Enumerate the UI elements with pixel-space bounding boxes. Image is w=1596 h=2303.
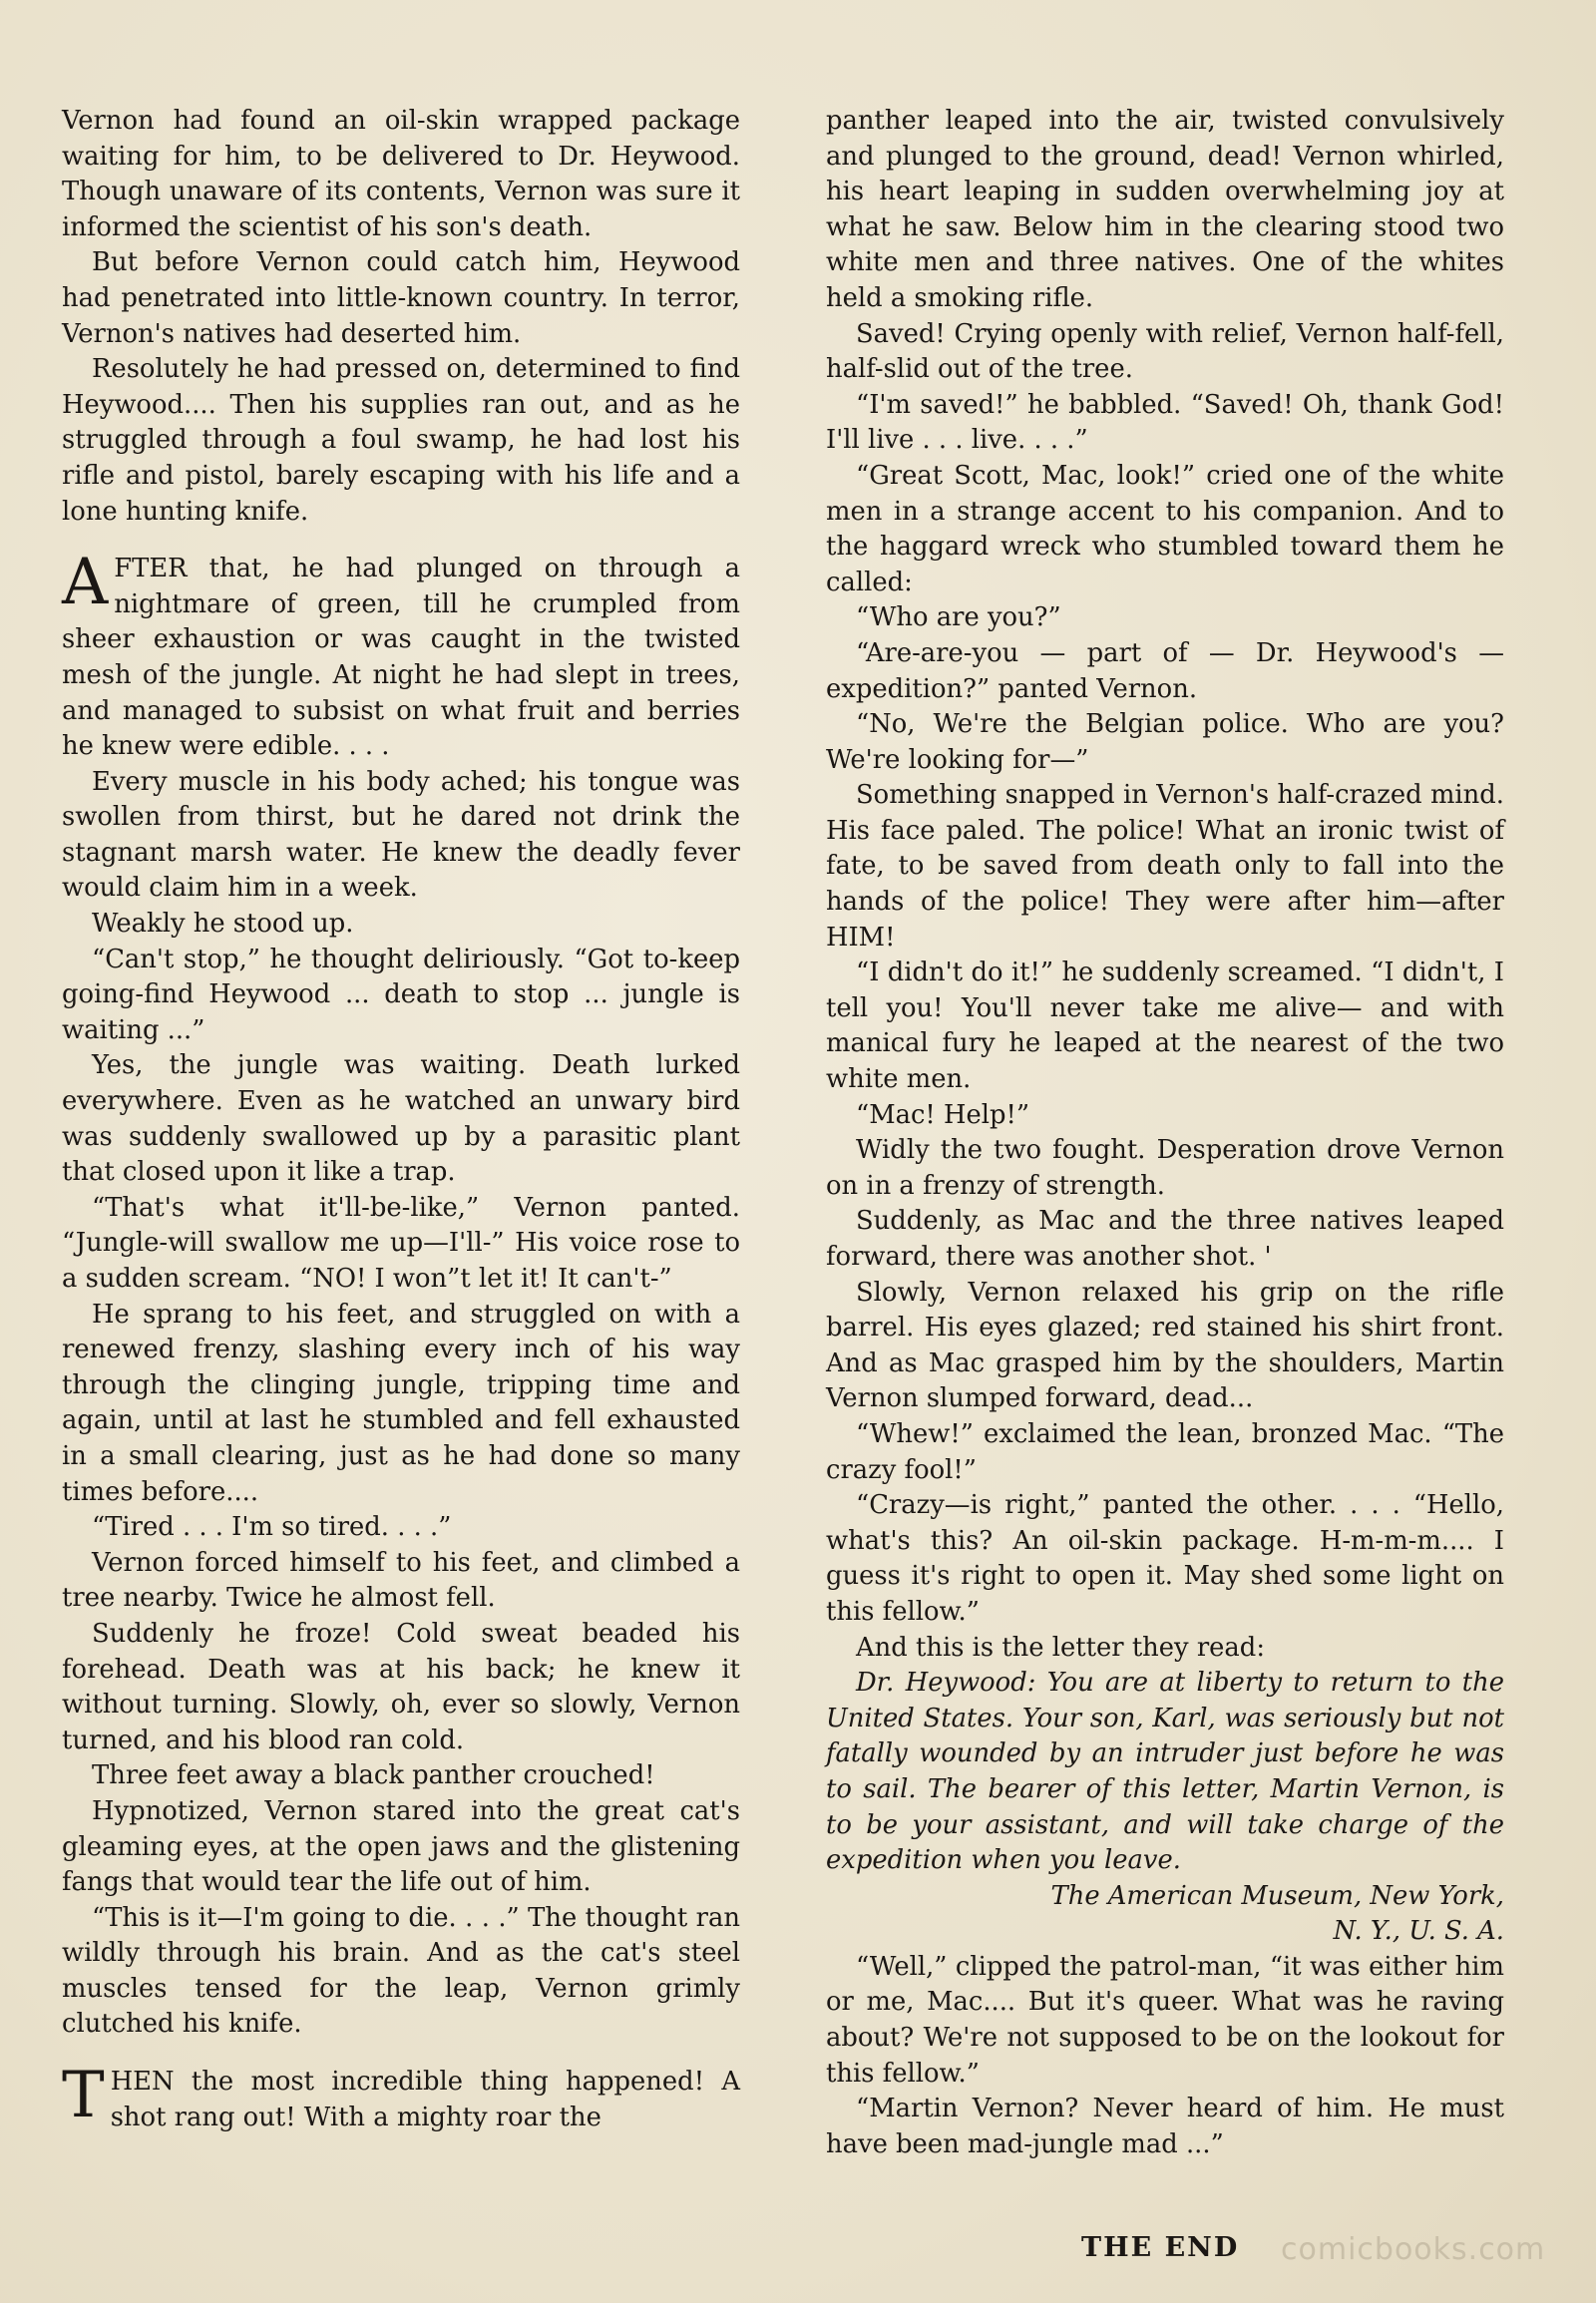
paragraph: Yes, the jungle was waiting. Death lurked everywhere. Even as he watched an unwary bird was suddenly swallowed up by a parasitic plant that closed upon it like a trap. [62, 1050, 740, 1188]
paragraph: “I'm saved!” he babbled. “Saved! Oh, thank God! I'll live . . . live. . . .” [826, 389, 1504, 456]
paragraph: Vernon had found an oil-skin wrapped package waiting for him, to be delivered to Dr. Heywood. Though unaware of its contents, Vernon was sure it informed the scientist of his son's death. [62, 106, 740, 242]
paragraph: Saved! Crying openly with relief, Vernon half-fell, half-slid out of the tree. [826, 318, 1504, 385]
paragraph: He sprang to his feet, and struggled on with a renewed frenzy, slashing every inch of his way through the clinging jungle, tripping time and again, until at last he stumbled and fell exhausted in a small clearing, just as he had done so many times before.... [62, 1299, 740, 1507]
paragraph: Widly the two fought. Desperation drove Vernon on in a frenzy of strength. [826, 1135, 1504, 1201]
paragraph: Suddenly, as Mac and the three natives leaped forward, there was another shot. ' [826, 1206, 1504, 1272]
paragraph: “I didn't do it!” he suddenly screamed. “I didn't, I tell you! You'll never take me alive— and with manical fury he leaped at the nearest of the two white men. [826, 958, 1504, 1095]
paragraph: “That's what it'll-be-like,” Vernon panted. “Jungle-will swallow me up—I'll-” His voice rose to a sudden scream. “NO! I won”t let it! It can't-” [62, 1192, 740, 1294]
letter-signature-location: N. Y., U. S. A. [1333, 1916, 1504, 1947]
paragraph: “Great Scott, Mac, look!” cried one of the white men in a strange accent to his companion. And to the haggard wreck who stumbled toward them he called: [826, 460, 1504, 597]
paragraph: “Martin Vernon? Never heard of him. He must have been mad-jungle mad ...” [826, 2094, 1504, 2159]
left-column [62, 104, 740, 2135]
letter-signature: The American Museum, New York, [1050, 1880, 1504, 1911]
paragraph: Something snapped in Vernon's half-crazed mind. His face paled. The police! What an ironic twist of fate, to be saved from death only to fall into the hands of the police! They were after him—after HIM! [826, 780, 1504, 953]
right-column [826, 104, 1504, 2162]
paragraph: “Well,” clipped the patrol-man, “it was either him or me, Mac.... But it's queer. What was he raving about? We're not supposed to be on the lookout for this fellow.” [826, 1951, 1504, 2089]
paragraph: “Who are you?” [856, 602, 1061, 633]
paragraph: “Mac! Help!” [856, 1099, 1030, 1130]
paragraph-dropcap [62, 546, 740, 765]
paragraph: But before Vernon could catch him, Heywood had penetrated into little-known country. In terror, Vernon's natives had deserted him. [62, 247, 740, 349]
paragraph: “Tired . . . I'm so tired. . . .” [92, 1512, 452, 1543]
paragraph: Slowly, Vernon relaxed his grip on the rifle barrel. His eyes glazed; red stained his shirt front. And as Mac grasped him by the shoulders, Martin Vernon slumped forward, dead... [826, 1277, 1504, 1414]
drop-cap: T [62, 2059, 105, 2133]
paragraph: “Whew!” exclaimed the lean, bronzed Mac. “The crazy fool!” [826, 1418, 1504, 1485]
drop-cap: A [62, 546, 109, 620]
paragraph: Suddenly he froze! Cold sweat beaded his forehead. Death was at his back; he knew it without turning. Slowly, oh, ever so slowly, Vernon turned, and his blood ran cold. [62, 1618, 740, 1755]
paragraph: Every muscle in his body ached; his tongue was swollen from thirst, but he dared not drink the stagnant marsh water. He knew the deadly fever would claim him in a week. [62, 766, 740, 904]
the-end-label: THE END [1081, 2232, 1240, 2263]
paragraph: “Crazy—is right,” panted the other. . . . “Hello, what's this? An oil-skin package. H-m-m-m.... I guess it's right to open it. May shed some light on this fellow.” [826, 1490, 1504, 1627]
paragraph: Weakly he stood up. [92, 909, 354, 940]
site-watermark: comicbooks.com [1281, 2232, 1546, 2267]
paragraph-text: HEN the most incredible thing happened! A shot rang out! With a mighty roar the [110, 2067, 740, 2132]
paragraph-dropcap [62, 2059, 740, 2135]
paragraph-text: FTER that, he had plunged on through a nightmare of green, till he crumpled from sheer exhaustion or was caught in the twisted mesh of the jungle. At night he had slept in trees, and managed to subsist on what fruit and berries he knew were edible. . . . [62, 554, 740, 762]
paragraph: Vernon forced himself to his feet, and climbed a tree nearby. Twice he almost fell. [62, 1547, 740, 1614]
paragraph: “Can't stop,” he thought deliriously. “Got to-keep going-find Heywood ... death to stop ... jungle is waiting ...” [62, 944, 740, 1045]
paragraph: “Are-are-you — part of — Dr. Heywood's — expedition?” panted Vernon. [826, 637, 1504, 704]
paragraph: Hypnotized, Vernon stared into the great cat's gleaming eyes, at the open jaws and the glistening fangs that would tear the life out of him. [62, 1795, 740, 1898]
letter-text: Dr. Heywood: You are at liberty to return to the United States. Your son, Karl, was seriously but not fatally wounded by an intruder just before he was to sail. The bearer of this letter, Martin Vernon, is to be your assistant, and will take charge of the expedition when you leave. [826, 1668, 1504, 1876]
paragraph: “This is it—I'm going to die. . . .” The thought ran wildly through his brain. And as the cat's steel muscles tensed for the leap, Vernon grimly clutched his knife. [62, 1902, 740, 2040]
paragraph: Three feet away a black panther crouched! [92, 1760, 655, 1791]
paragraph: Resolutely he had pressed on, determined to find Heywood.... Then his supplies ran out, and as he struggled through a foul swamp, he had lost his rifle and pistol, barely escaping with his life and a lone hunting knife. [62, 354, 740, 527]
paragraph: “No, We're the Belgian police. Who are you? We're looking for—” [826, 709, 1504, 775]
paragraph: panther leaped into the air, twisted convulsively and plunged to the ground, dead! Vernon whirled, his heart leaping in sudden overwhelming joy at what he saw. Below him in the clearing stood two white men and three natives. One of the whites held a smoking rifle. [826, 106, 1504, 313]
paragraph: And this is the letter they read: [856, 1632, 1266, 1663]
